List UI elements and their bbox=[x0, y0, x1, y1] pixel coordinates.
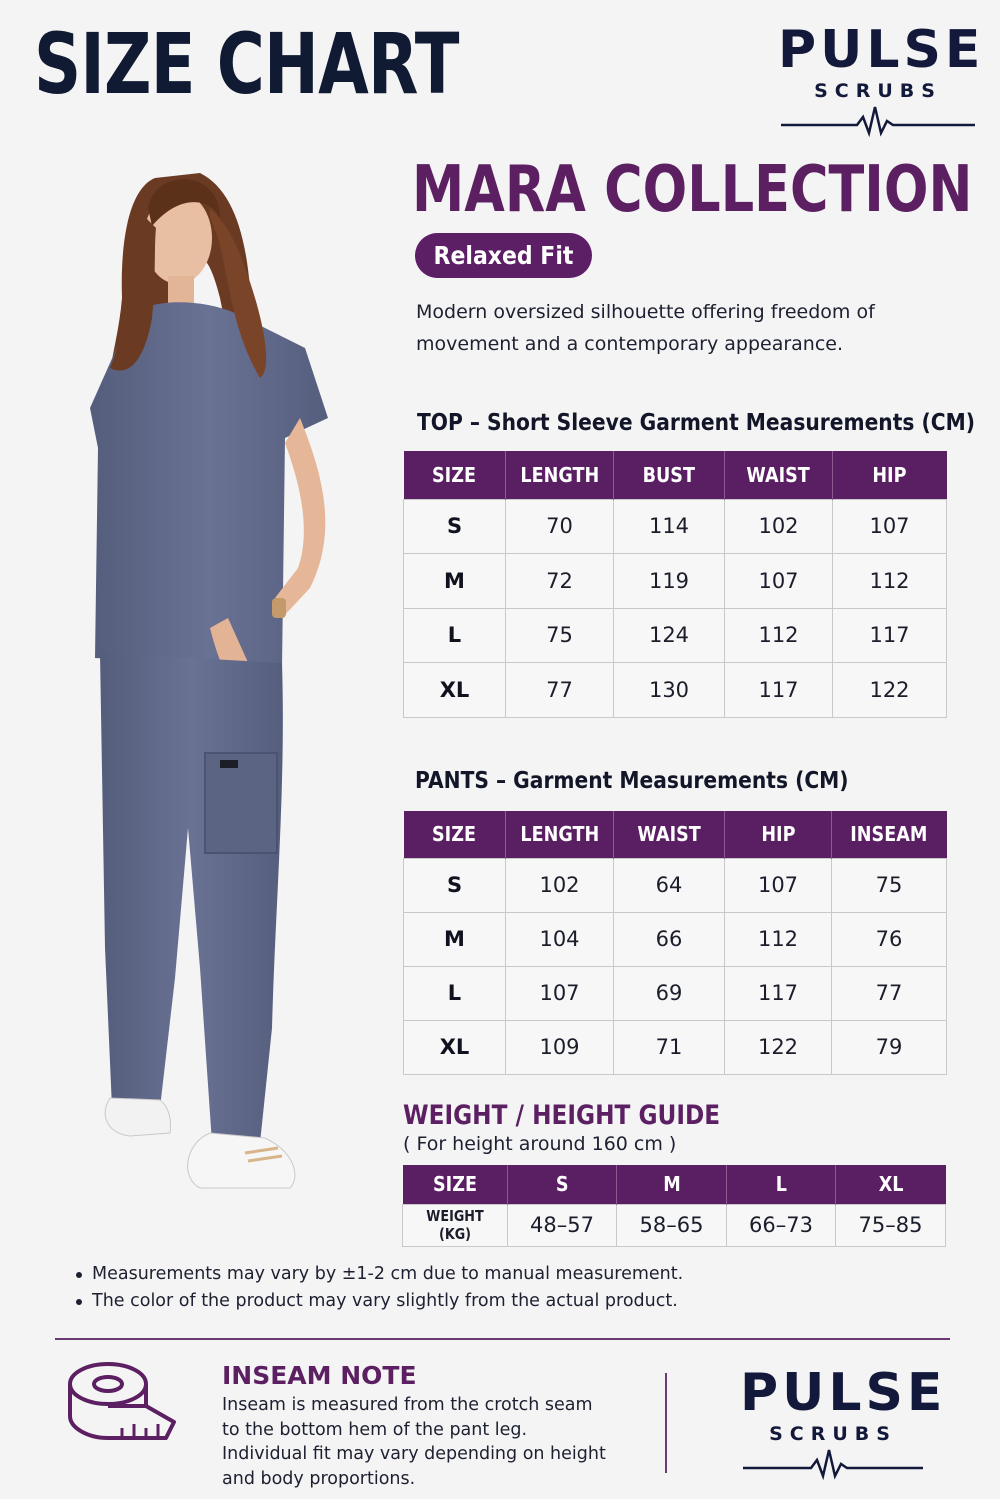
table-cell: 64 bbox=[614, 858, 725, 912]
list-item: The color of the product may vary slightly from the actual product. bbox=[74, 1288, 683, 1315]
table-row bbox=[404, 966, 947, 1020]
table-row bbox=[404, 663, 947, 718]
inseam-note-line: Inseam is measured from the crotch seam bbox=[222, 1395, 593, 1415]
table-cell: 77 bbox=[832, 966, 947, 1020]
size-cell: XL bbox=[404, 1020, 506, 1074]
table-row bbox=[404, 554, 947, 609]
table-cell: 117 bbox=[833, 608, 947, 663]
weight-guide-table bbox=[402, 1165, 946, 1247]
table-cell: 117 bbox=[725, 966, 832, 1020]
table-row bbox=[404, 1020, 947, 1074]
inseam-note-line: to the bottom hem of the pant leg. bbox=[222, 1419, 528, 1440]
table-cell: 130 bbox=[614, 663, 725, 718]
column-header: SIZE bbox=[404, 451, 506, 499]
table-cell: 79 bbox=[832, 1020, 947, 1074]
table-cell: 124 bbox=[614, 608, 725, 663]
column-header: WAIST bbox=[725, 451, 833, 499]
notes-list bbox=[74, 1261, 683, 1315]
table-row bbox=[404, 858, 947, 912]
table-cell: 107 bbox=[725, 554, 833, 609]
weight-guide-heading: WEIGHT / HEIGHT GUIDE bbox=[403, 1100, 721, 1131]
table-cell: 72 bbox=[506, 554, 614, 609]
inseam-note-line: and body proportions. bbox=[222, 1468, 416, 1489]
table-cell: 117 bbox=[725, 663, 833, 718]
row-label: WEIGHT (KG) bbox=[403, 1204, 508, 1246]
top-table-heading: TOP – Short Sleeve Garment Measurements (CM) bbox=[417, 410, 975, 436]
table-cell: 107 bbox=[506, 966, 614, 1020]
table-cell: 114 bbox=[614, 499, 725, 554]
table-cell: 69 bbox=[614, 966, 725, 1020]
column-header: L bbox=[727, 1165, 836, 1204]
column-header: BUST bbox=[614, 451, 725, 499]
column-header: HIP bbox=[833, 451, 947, 499]
column-header: S bbox=[508, 1165, 617, 1204]
brand-tagline: SCRUBS bbox=[814, 80, 942, 102]
column-header: SIZE bbox=[404, 811, 506, 858]
column-header: LENGTH bbox=[506, 811, 614, 858]
pants-measurements-table bbox=[403, 811, 947, 1075]
size-cell: XL bbox=[404, 663, 506, 718]
table-cell: 122 bbox=[833, 663, 947, 718]
size-cell: M bbox=[404, 912, 506, 966]
vertical-divider bbox=[665, 1373, 667, 1473]
column-header: INSEAM bbox=[832, 811, 947, 858]
size-cell: S bbox=[404, 499, 506, 554]
table-cell: 77 bbox=[506, 663, 614, 718]
table-cell: 112 bbox=[725, 608, 833, 663]
brand-name: PULSE bbox=[778, 20, 985, 80]
column-header: HIP bbox=[725, 811, 832, 858]
table-row bbox=[404, 608, 947, 663]
table-cell: 75–85 bbox=[836, 1204, 946, 1246]
table-cell: 66–73 bbox=[727, 1204, 836, 1246]
table-cell: 122 bbox=[725, 1020, 832, 1074]
heartbeat-line-icon bbox=[741, 1446, 925, 1480]
table-cell: 102 bbox=[725, 499, 833, 554]
list-item: Measurements may vary by ±1-2 cm due to manual measurement. bbox=[74, 1261, 683, 1288]
table-cell: 112 bbox=[833, 554, 947, 609]
table-cell: 109 bbox=[506, 1020, 614, 1074]
table-cell: 119 bbox=[614, 554, 725, 609]
page-title: SIZE CHART bbox=[34, 15, 459, 113]
size-cell: S bbox=[404, 858, 506, 912]
brand-name: PULSE bbox=[740, 1363, 947, 1423]
table-cell: 71 bbox=[614, 1020, 725, 1074]
model-photo bbox=[60, 148, 390, 1218]
top-measurements-table bbox=[403, 451, 947, 718]
pants-table-heading: PANTS – Garment Measurements (CM) bbox=[415, 768, 849, 794]
size-cell: M bbox=[404, 554, 506, 609]
inseam-note-line: Individual fit may vary depending on height bbox=[222, 1444, 606, 1464]
weight-guide-subheading: ( For height around 160 cm ) bbox=[403, 1133, 677, 1155]
size-cell: L bbox=[404, 966, 506, 1020]
fit-label: Relaxed Fit bbox=[433, 241, 574, 270]
column-header: SIZE bbox=[403, 1165, 508, 1204]
table-cell: 104 bbox=[506, 912, 614, 966]
table-cell: 102 bbox=[506, 858, 614, 912]
table-cell: 76 bbox=[832, 912, 947, 966]
column-header: M bbox=[617, 1165, 727, 1204]
measuring-tape-icon bbox=[66, 1360, 178, 1454]
table-cell: 107 bbox=[833, 499, 947, 554]
table-cell: 58–65 bbox=[617, 1204, 727, 1246]
inseam-note-title: INSEAM NOTE bbox=[222, 1361, 417, 1390]
table-row bbox=[403, 1204, 946, 1246]
fit-badge bbox=[415, 233, 592, 278]
brand-logo-footer bbox=[740, 1363, 947, 1480]
table-cell: 48–57 bbox=[508, 1204, 617, 1246]
collection-description: Modern oversized silhouette offering freedom of movement and a contemporary appearance. bbox=[416, 301, 875, 355]
table-cell: 75 bbox=[506, 608, 614, 663]
column-header: LENGTH bbox=[506, 451, 614, 499]
table-cell: 75 bbox=[832, 858, 947, 912]
table-cell: 107 bbox=[725, 858, 832, 912]
table-row bbox=[404, 912, 947, 966]
collection-title: MARA COLLECTION bbox=[412, 153, 973, 227]
brand-tagline: SCRUBS bbox=[769, 1423, 897, 1445]
column-header: WAIST bbox=[614, 811, 725, 858]
size-cell: L bbox=[404, 608, 506, 663]
table-cell: 70 bbox=[506, 499, 614, 554]
table-row bbox=[404, 499, 947, 554]
table-cell: 66 bbox=[614, 912, 725, 966]
inseam-note-text bbox=[222, 1393, 642, 1491]
heartbeat-line-icon bbox=[779, 103, 977, 137]
column-header: XL bbox=[836, 1165, 946, 1204]
table-cell: 112 bbox=[725, 912, 832, 966]
section-divider bbox=[55, 1338, 950, 1340]
brand-logo bbox=[778, 20, 985, 137]
